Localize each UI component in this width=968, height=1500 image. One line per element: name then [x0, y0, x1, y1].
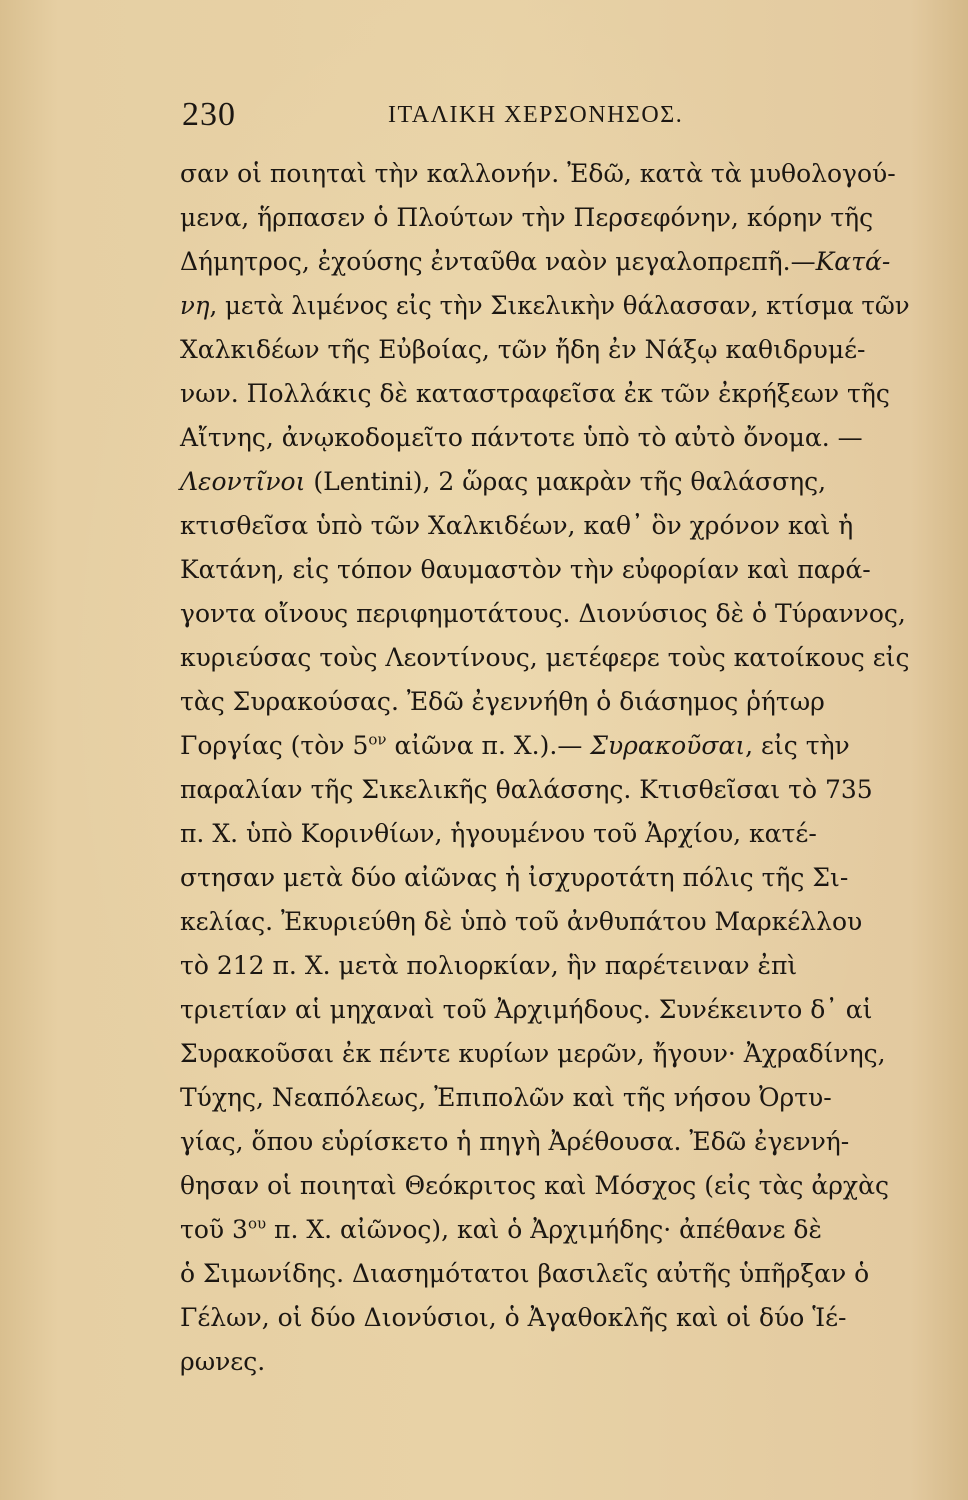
text-line — [180, 900, 910, 944]
text-run: γίας, ὅπου εὑρίσκετο ἡ πηγὴ Ἀρέθουσα. Ἐδῶ ἐγεννή- — [180, 1127, 850, 1156]
text-line — [180, 988, 910, 1032]
text-line — [180, 592, 910, 636]
text-line — [180, 240, 910, 284]
text-line — [180, 196, 910, 240]
text-run: Γοργίας (τὸν 5 — [180, 731, 369, 760]
superscript: ου — [247, 1214, 267, 1233]
body-text — [180, 152, 910, 1384]
text-line — [180, 328, 910, 372]
text-run: Δήμητρος, ἐχούσης ἐνταῦθα ναὸν μεγαλοπρεπῆ.— — [180, 247, 816, 276]
text-run: στησαν μετὰ δύο αἰῶνας ἡ ἰσχυροτάτη πόλις τῆς Σι- — [180, 863, 849, 892]
italic-place-name: Συρακοῦσαι — [590, 731, 746, 760]
text-line — [180, 1340, 910, 1384]
text-line — [180, 1252, 910, 1296]
text-line — [180, 680, 910, 724]
text-run: (Lentini), 2 ὥρας μακρὰν τῆς θαλάσσης, — [305, 467, 827, 496]
text-line — [180, 636, 910, 680]
text-run: μενα, ἥρπασεν ὁ Πλούτων τὴν Περσεφόνην, κόρην τῆς — [180, 203, 874, 232]
text-run: τριετίαν αἱ μηχαναὶ τοῦ Ἀρχιμήδους. Συνέκειντο δ᾽ αἱ — [180, 995, 873, 1024]
text-line — [180, 372, 910, 416]
text-line — [180, 1120, 910, 1164]
text-run: π. Χ. ὑπὸ Κορινθίων, ἡγουμένου τοῦ Ἀρχίου, κατέ- — [180, 819, 817, 848]
text-run: Κατάνη, εἰς τόπον θαυμαστὸν τὴν εὐφορίαν καὶ παρά- — [180, 555, 871, 584]
text-run: , εἰς τὴν — [745, 731, 850, 760]
text-line — [180, 548, 910, 592]
text-run: Τύχης, Νεαπόλεως, Ἐπιπολῶν καὶ τῆς νήσου Ὀρτυ- — [180, 1083, 832, 1112]
italic-place-name: Κατά- — [815, 247, 891, 276]
text-run: αἰῶνα π. Χ.).— — [386, 731, 591, 760]
text-line — [180, 812, 910, 856]
text-line — [180, 768, 910, 812]
text-run: κυριεύσας τοὺς Λεοντίνους, μετέφερε τοὺς κατοίκους εἰς — [180, 643, 910, 672]
text-line — [180, 724, 910, 768]
text-line — [180, 416, 910, 460]
text-line — [180, 944, 910, 988]
page-header — [182, 96, 712, 136]
text-line — [180, 1164, 910, 1208]
text-line — [180, 1076, 910, 1120]
text-run: Αἴτνης, ἀνῳκοδομεῖτο πάντοτε ὑπὸ τὸ αὐτὸ ὄνομα. — — [180, 423, 863, 452]
text-run: Χαλκιδέων τῆς Εὐβοίας, τῶν ἤδη ἐν Νάξῳ καθιδρυμέ- — [180, 335, 866, 364]
page-number: 230 — [182, 96, 236, 133]
text-line — [180, 1032, 910, 1076]
text-run: Γέλων, οἱ δύο Διονύσιοι, ὁ Ἀγαθοκλῆς καὶ οἱ δύο Ἱέ- — [180, 1303, 847, 1332]
text-run: ὁ Σιμωνίδης. Διασημότατοι βασιλεῖς αὐτῆς ὑπῆρξαν ὁ — [180, 1259, 870, 1288]
text-run: σαν οἱ ποιηταὶ τὴν καλλονήν. Ἐδῶ, κατὰ τὰ μυθολογού- — [180, 159, 896, 188]
text-line — [180, 460, 910, 504]
text-line — [180, 1296, 910, 1340]
text-run: παραλίαν τῆς Σικελικῆς θαλάσσης. Κτισθεῖσαι τὸ 735 — [180, 775, 873, 804]
text-run: Συρακοῦσαι ἐκ πέντε κυρίων μερῶν, ἤγουν· Ἀχραδίνης, — [180, 1039, 886, 1068]
text-run: ρωνες. — [180, 1347, 266, 1376]
text-line — [180, 284, 910, 328]
text-line — [180, 856, 910, 900]
text-run: θησαν οἱ ποιηταὶ Θεόκριτος καὶ Μόσχος (εἰς τὰς ἀρχὰς — [180, 1171, 889, 1200]
running-title: ΙΤΑΛΙΚΗ ΧΕΡΣΟΝΗΣΟΣ. — [388, 102, 684, 128]
text-run: κτισθεῖσα ὑπὸ τῶν Χαλκιδέων, καθ᾽ ὃν χρόνον καὶ ἡ — [180, 511, 854, 540]
text-run: νων. Πολλάκις δὲ καταστραφεῖσα ἐκ τῶν ἐκρήξεων τῆς — [180, 379, 890, 408]
text-line — [180, 504, 910, 548]
text-run: τὸ 212 π. Χ. μετὰ πολιορκίαν, ἣν παρέτειναν ἐπὶ — [180, 951, 798, 980]
italic-place-name: Λεοντῖνοι — [180, 467, 306, 496]
italic-place-name: νη — [180, 291, 210, 320]
text-run: γοντα οἴνους περιφημοτάτους. Διονύσιος δὲ ὁ Τύραννος, — [180, 599, 906, 628]
text-run: , μετὰ λιμένος εἰς τὴν Σικελικὴν θάλασσαν, κτίσμα τῶν — [209, 291, 910, 320]
text-run: π. Χ. αἰῶνος), καὶ ὁ Ἀρχιμήδης· ἀπέθανε δὲ — [266, 1215, 822, 1244]
text-run: κελίας. Ἐκυριεύθη δὲ ὑπὸ τοῦ ἀνθυπάτου Μαρκέλλου — [180, 907, 863, 936]
text-line — [180, 1208, 910, 1252]
text-line — [180, 152, 910, 196]
text-run: τὰς Συρακούσας. Ἐδῶ ἐγεννήθη ὁ διάσημος ῥήτωρ — [180, 687, 825, 716]
superscript: ον — [368, 730, 387, 749]
text-run: τοῦ 3 — [180, 1215, 248, 1244]
